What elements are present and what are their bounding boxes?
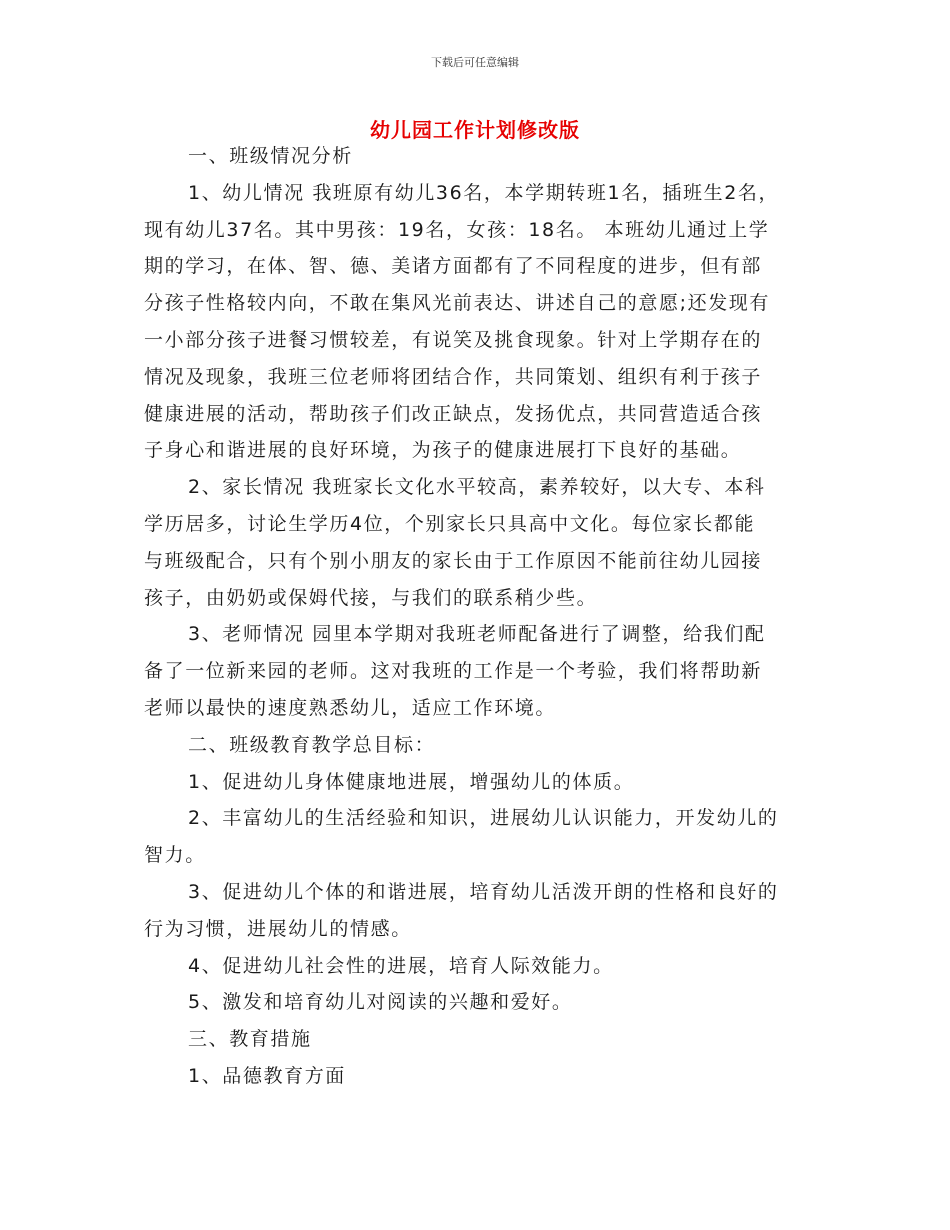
text-line: 学历居多，讨论生学历4位，个别家长只具高中文化。每位家长都能 xyxy=(144,512,756,535)
text-line: 一小部分孩子进餐习惯较差，有说笑及挑食现象。针对上学期存在的 xyxy=(144,328,763,351)
text-line: 情况及现象，我班三位老师将团结合作，共同策划、组织有利于孩子 xyxy=(144,365,763,388)
text-line: 老师以最快的速度熟悉幼儿，适应工作环境。 xyxy=(144,696,557,719)
text-line: 3、促进幼儿个体的和谐进展，培育幼儿活泼开朗的性格和良好的 xyxy=(188,880,779,903)
text-line: 分孩子性格较内向，不敢在集风光前表达、讲述自己的意愿;还发现有 xyxy=(144,292,771,315)
text-line: 2、家长情况 我班家长文化水平较高，素养较好，以大专、本科 xyxy=(188,476,766,499)
text-line: 现有幼儿37名。其中男孩：19名，女孩：18名。 本班幼儿通过上学 xyxy=(144,218,770,241)
text-line: 子身心和谐进展的良好环境，为孩子的健康进展打下良好的基础。 xyxy=(144,439,742,462)
text-line: 健康进展的活动，帮助孩子们改正缺点，发扬优点，共同营造适合孩 xyxy=(144,402,763,425)
text-line: 孩子，由奶奶或保姆代接，与我们的联系稍少些。 xyxy=(144,586,598,609)
text-line: 1、品德教育方面 xyxy=(188,1064,346,1087)
text-line: 3、老师情况 园里本学期对我班老师配备进行了调整，给我们配 xyxy=(188,623,766,646)
text-line: 2、丰富幼儿的生活经验和知识，进展幼儿认识能力，开发幼儿的 xyxy=(188,807,779,830)
text-line: 1、幼儿情况 我班原有幼儿36名，本学期转班1名，插班生2名， xyxy=(188,181,780,204)
document-title: 幼儿园工作计划修改版 xyxy=(370,118,580,142)
text-line: 智力。 xyxy=(144,844,206,867)
text-line: 一、班级情况分析 xyxy=(188,145,353,167)
text-line: 与班级配合，只有个别小朋友的家长由于工作原因不能前往幼儿园接 xyxy=(144,549,763,572)
text-line: 期的学习，在体、智、德、美诸方面都有了不同程度的进步，但有部 xyxy=(144,255,763,278)
text-line: 行为习惯，进展幼儿的情感。 xyxy=(144,917,412,940)
document-body xyxy=(144,138,812,1095)
header-note: 下载后可任意编辑 xyxy=(431,56,519,69)
text-line: 备了一位新来园的老师。这对我班的工作是一个考验，我们将帮助新 xyxy=(144,660,763,683)
text-line: 1、促进幼儿身体健康地进展，增强幼儿的体质。 xyxy=(188,770,635,793)
text-line: 二、班级教育教学总目标： xyxy=(188,733,436,756)
text-line: 4、促进幼儿社会性的进展，培育人际效能力。 xyxy=(188,954,614,977)
text-line: 5、激发和培育幼儿对阅读的兴趣和爱好。 xyxy=(188,991,573,1014)
text-line: 三、教育措施 xyxy=(188,1028,312,1051)
